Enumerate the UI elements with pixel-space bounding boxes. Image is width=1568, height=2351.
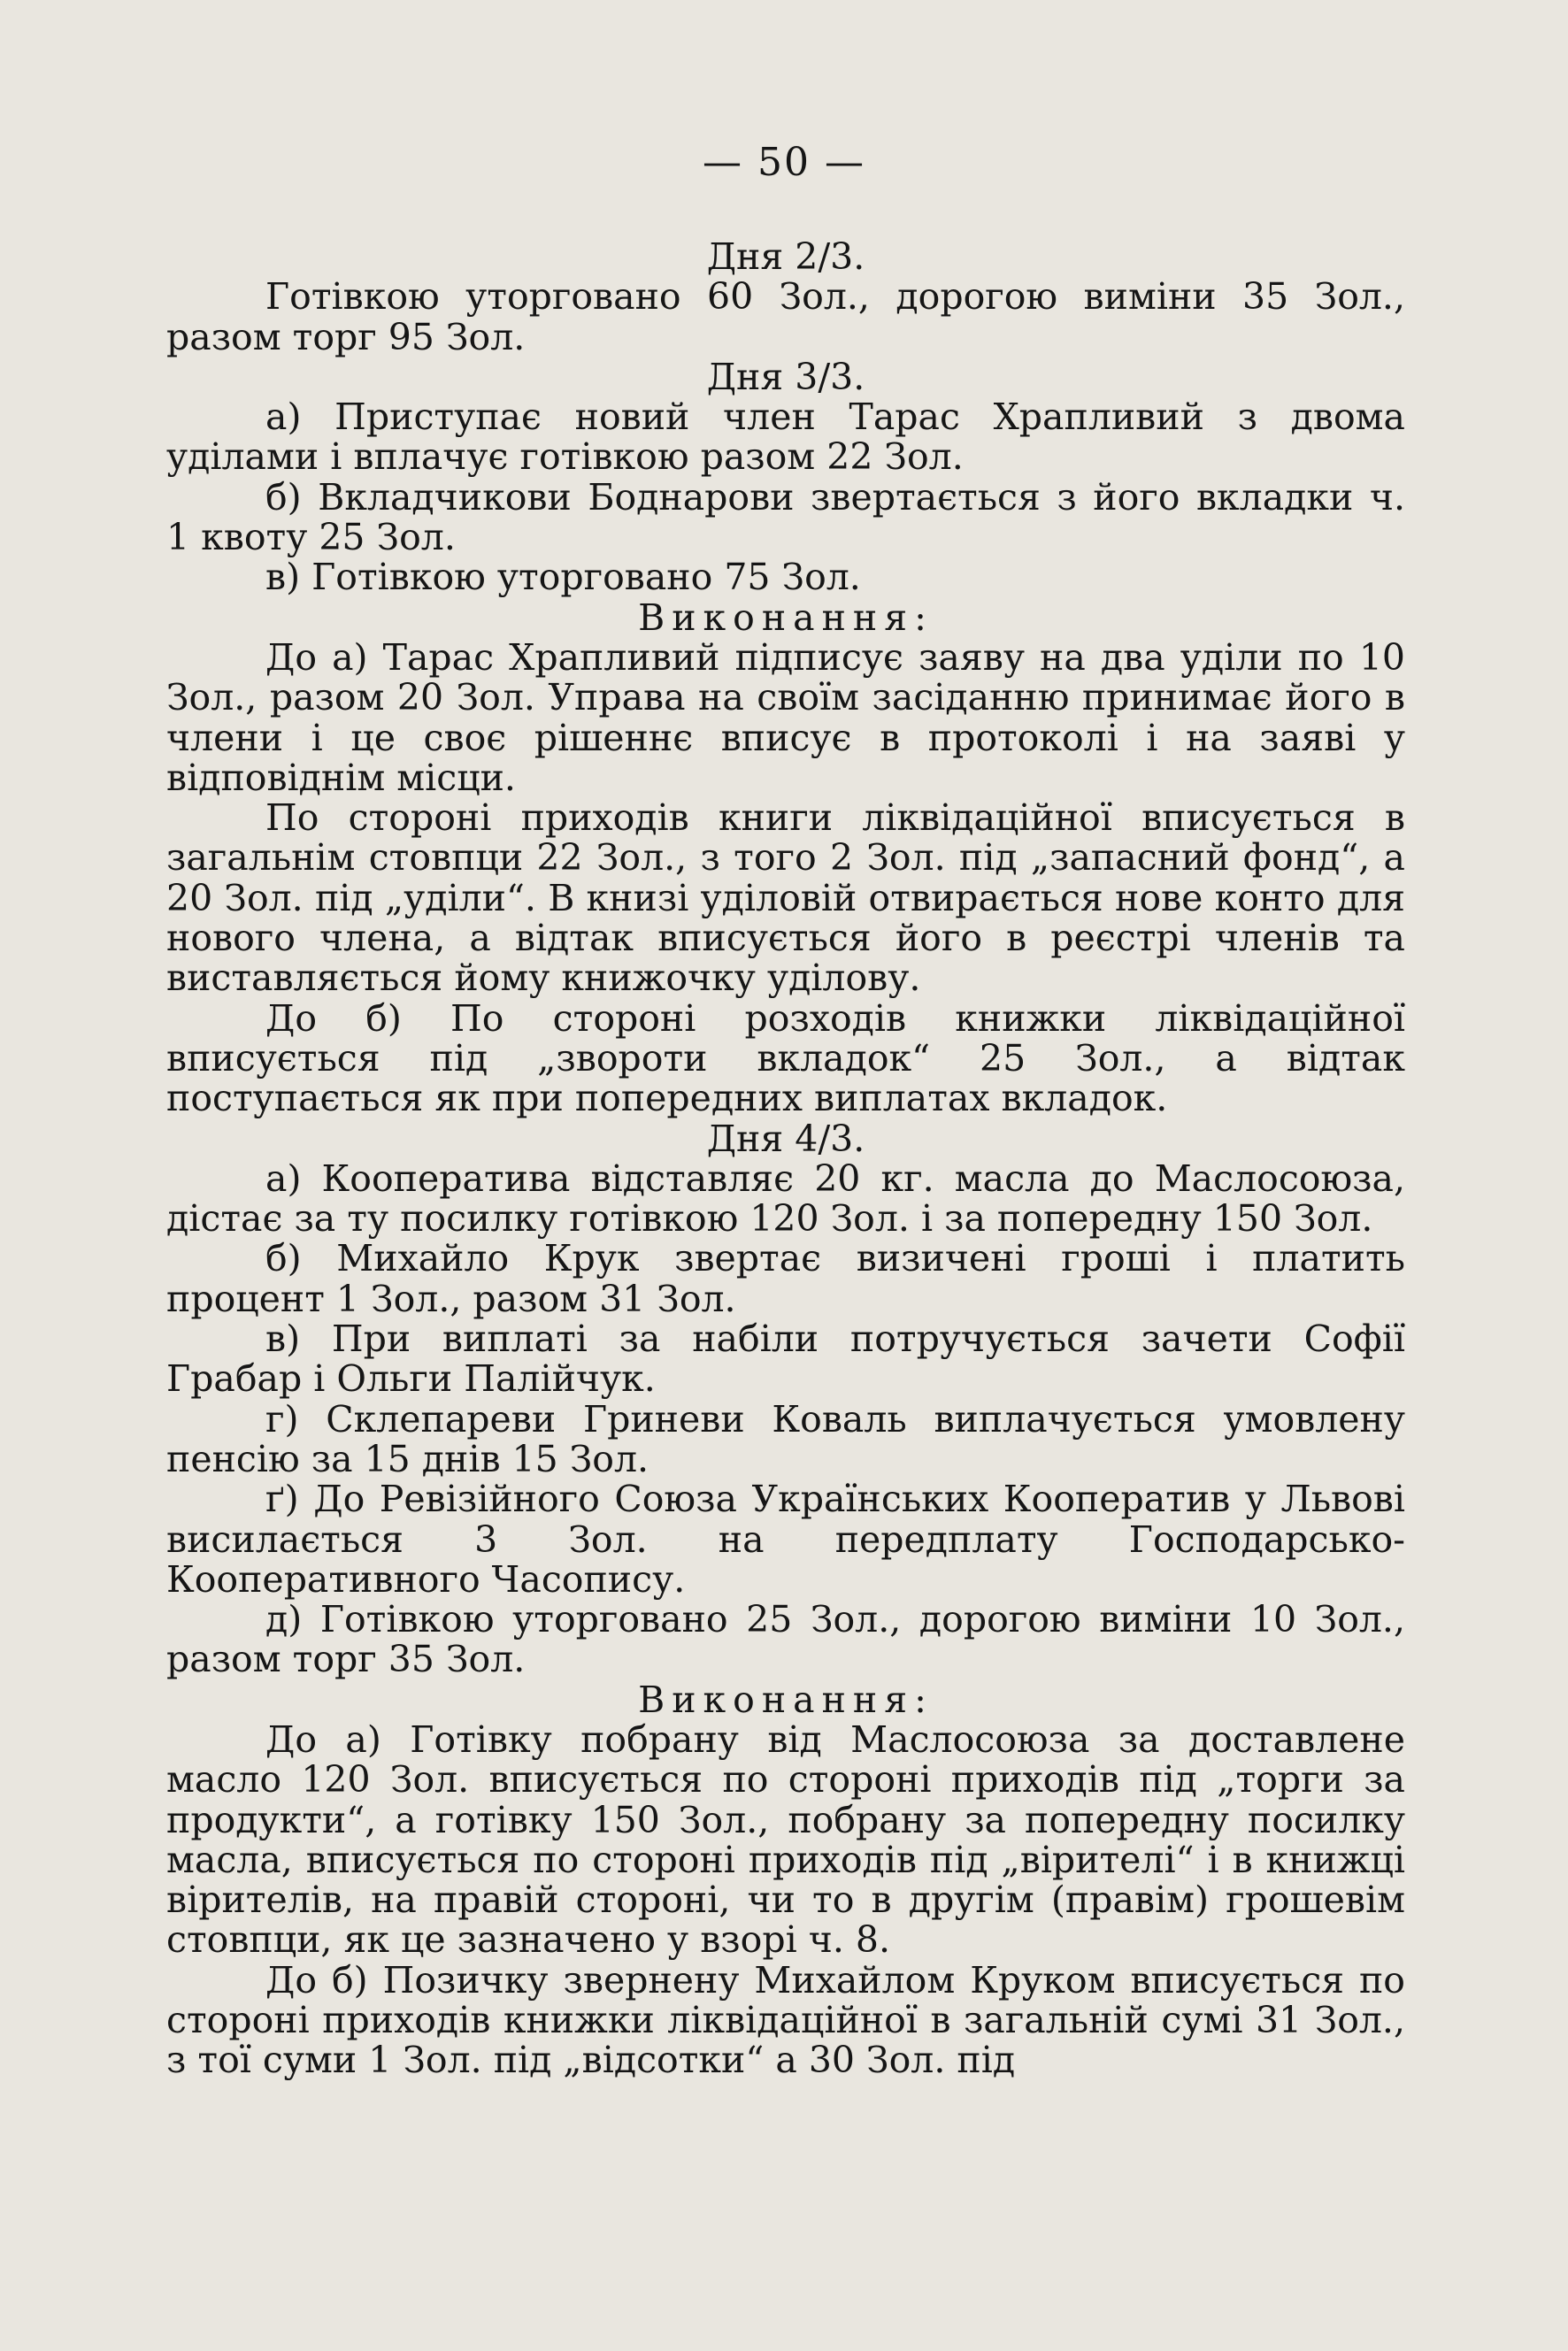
paragraph-item-d-sales: д) Готівкою уторговано 25 Зол., дорогою виміни 10 Зол., разом торг 35 Зол.	[166, 1598, 1405, 1681]
page-body	[166, 237, 1405, 2081]
paragraph-item-b-deposit-return: б) Вкладчикови Боднарови звертається з його вкладки ч. 1 квоту 25 Зол.	[166, 475, 1405, 559]
paragraph-execution-a-butter: До а) Готівку побрану від Маслосоюза за доставлене масло 120 Зол. вписується по стороні приходів під „торги за продукти“, а готівку 150 Зол., побрану за попередну посилку масла, вписується по стороні приходів під „вірителі“ і в книжці вірителів, на правій стороні, чи то в другім (правім) грошевім стовпци, як це зазначено у взорі ч. 8.	[166, 1717, 1405, 1962]
paragraph-execution-b: До б) По стороні розходів книжки ліквідаційної вписується під „звороти вкладок“ 25 Зол., а відтак поступається як при попередних виплатах вкладок.	[166, 996, 1405, 1120]
heading-execution-2: Виконання:	[638, 1678, 934, 1721]
paragraph-execution-b-loan: До б) Позичку звернену Михайлом Круком вписується по стороні приходів книжки ліквідаційної в загальній сумі 31 Зол., з тої суми 1 Зол. під „відсотки“ а 30 Зол. під	[166, 1958, 1405, 2082]
paragraph-day-2-3-sales: Готівкою уторговано 60 Зол., дорогою виміни 35 Зол., разом торг 95 Зол.	[166, 275, 1405, 358]
paragraph-item-b-loan-return: б) Михайло Крук звертає визичені гроші і платить процент 1 Зол., разом 31 Зол.	[166, 1237, 1405, 1320]
paragraph-item-a-new-member: а) Приступає новий член Тарас Храпливий з двома уділами і вплачує готівкою разом 22 Зол.	[166, 396, 1405, 479]
paragraph-item-g-subscription: ґ) До Ревізійного Союза Українських Кооператив у Львові висилається 3 Зол. на передплату Господарсько-Кооперативного Часопису.	[166, 1478, 1405, 1601]
heading-day-4-3: Дня 4/3.	[706, 1117, 865, 1160]
page-number: — 50 —	[703, 140, 865, 185]
paragraph-execution-a: До а) Тарас Храпливий підписує заяву на два уділи по 10 Зол., разом 20 Зол. Управа на своїм засіданню принимає його в члени і це своє рішеннє вписує в протоколі і на заяві у відповіднім місци.	[166, 635, 1405, 799]
paragraph-item-g-pension: г) Склепареви Гриневи Коваль виплачується умовлену пенсію за 15 днів 15 Зол.	[166, 1397, 1405, 1480]
heading-execution-1: Виконання:	[638, 595, 934, 639]
heading-day-2-3: Дня 2/3.	[706, 235, 865, 278]
paragraph-item-v-deductions: в) При виплаті за набіли потручується зачети Софії Грабар і Ольги Палійчук.	[166, 1318, 1405, 1401]
heading-day-3-3: Дня 3/3.	[706, 355, 865, 398]
paragraph-execution-ledger: По стороні приходів книги ліквідаційної вписується в загальнім стовпци 22 Зол., з того 2 Зол. під „запасний фонд“, а 20 Зол. під „уділи“. В книзі уділовій отвирається нове конто для нового члена, а відтак вписується його в реєстрі членів та виставляється йому книжочку уділову.	[166, 796, 1405, 1000]
paragraph-item-a-butter: а) Кооператива відставляє 20 кг. масла до Маслосоюза, дістає за ту посилку готівкою 120 Зол. і за попередну 150 Зол.	[166, 1156, 1405, 1241]
paragraph-item-v-sales: в) Готівкою уторговано 75 Зол.	[265, 556, 861, 599]
